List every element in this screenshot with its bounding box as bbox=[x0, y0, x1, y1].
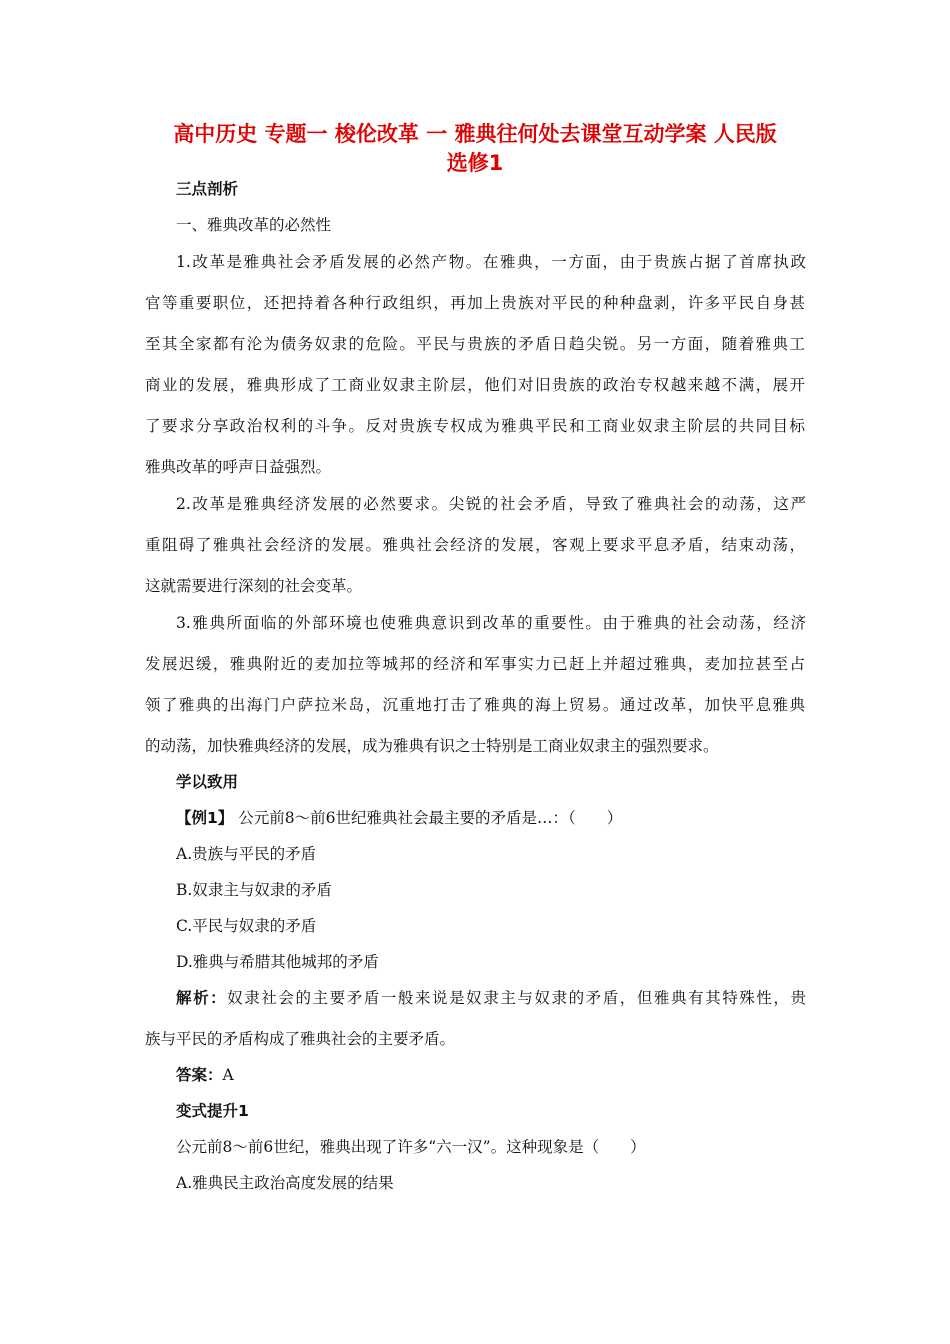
analysis-text-1: 奴隶社会的主要矛盾一般来说是奴隶主与奴隶的矛盾，但雅典有其特殊性，贵 bbox=[227, 989, 806, 1007]
document-title bbox=[120, 120, 830, 178]
para1-line-4: 商业的发展，雅典形成了工商业奴隶主阶层，他们对旧贵族的政治专权越来越不满，展开 bbox=[145, 376, 805, 394]
para1-line-5: 了要求分享政治权利的斗争。反对贵族专权成为雅典平民和工商业奴隶主阶层的共同目标 bbox=[145, 417, 805, 435]
variant-question: 公元前8～前6世纪，雅典出现了许多“六一汉”。这种现象是（ ） bbox=[176, 1138, 646, 1156]
para1-line-6: 雅典改革的呼声日益强烈。 bbox=[145, 458, 332, 476]
para1-line-3: 至其全家都有沦为债务奴隶的危险。平民与贵族的矛盾日趋尖锐。另一方面，随着雅典工 bbox=[145, 335, 805, 353]
subsection-heading: 一、雅典改革的必然性 bbox=[176, 216, 332, 234]
example-option-a: A.贵族与平民的矛盾 bbox=[176, 845, 317, 863]
para1-line-1: 1.改革是雅典社会矛盾发展的必然产物。在雅典，一方面，由于贵族占据了首席执政 bbox=[176, 253, 806, 271]
section-heading-analysis: 三点剖析 bbox=[176, 180, 239, 198]
para3-line-2: 发展迟缓，雅典附近的麦加拉等城邦的经济和军事实力已赶上并超过雅典，麦加拉甚至占 bbox=[145, 655, 805, 673]
answer-value: A bbox=[222, 1066, 234, 1084]
variant-heading: 变式提升1 bbox=[176, 1102, 249, 1120]
para2-line-3: 这就需要进行深刻的社会变革。 bbox=[145, 577, 363, 595]
para2-line-1: 2.改革是雅典经济发展的必然要求。尖锐的社会矛盾，导致了雅典社会的动荡，这严 bbox=[176, 495, 806, 513]
section-heading-practice: 学以致用 bbox=[176, 773, 239, 791]
para2-line-2: 重阻碍了雅典社会经济的发展。雅典社会经济的发展，客观上要求平息矛盾，结束动荡， bbox=[145, 536, 805, 554]
example-question-text: 公元前8～前6世纪雅典社会最主要的矛盾是…：（ ） bbox=[238, 809, 623, 827]
example-question bbox=[176, 806, 806, 828]
analysis-line-2: 族与平民的矛盾构成了雅典社会的主要矛盾。 bbox=[145, 1030, 456, 1048]
para3-line-1: 3.雅典所面临的外部环境也使雅典意识到改革的重要性。由于雅典的社会动荡，经济 bbox=[176, 614, 806, 632]
title-line-2: 选修1 bbox=[446, 151, 504, 175]
example-option-d: D.雅典与希腊其他城邦的矛盾 bbox=[176, 953, 379, 971]
para3-line-4: 的动荡，加快雅典经济的发展，成为雅典有识之士特别是工商业奴隶主的强烈要求。 bbox=[145, 737, 719, 755]
variant-option-a: A.雅典民主政治高度发展的结果 bbox=[176, 1174, 394, 1192]
title-line-1: 高中历史 专题一 梭伦改革 一 雅典往何处去课堂互动学案 人民版 bbox=[173, 122, 777, 146]
analysis-line-1 bbox=[176, 986, 806, 1008]
para1-line-2: 官等重要职位，还把持着各种行政组织，再加上贵族对平民的种种盘剥，许多平民自身甚 bbox=[145, 294, 805, 312]
example-label: 【例1】 bbox=[176, 809, 234, 827]
example-option-b: B.奴隶主与奴隶的矛盾 bbox=[176, 881, 332, 899]
answer-label: 答案： bbox=[176, 1066, 223, 1084]
para3-line-3: 领了雅典的出海门户萨拉米岛，沉重地打击了雅典的海上贸易。通过改革，加快平息雅典 bbox=[145, 696, 805, 714]
answer-line bbox=[176, 1063, 806, 1085]
analysis-label: 解析： bbox=[176, 989, 228, 1007]
example-option-c: C.平民与奴隶的矛盾 bbox=[176, 917, 317, 935]
